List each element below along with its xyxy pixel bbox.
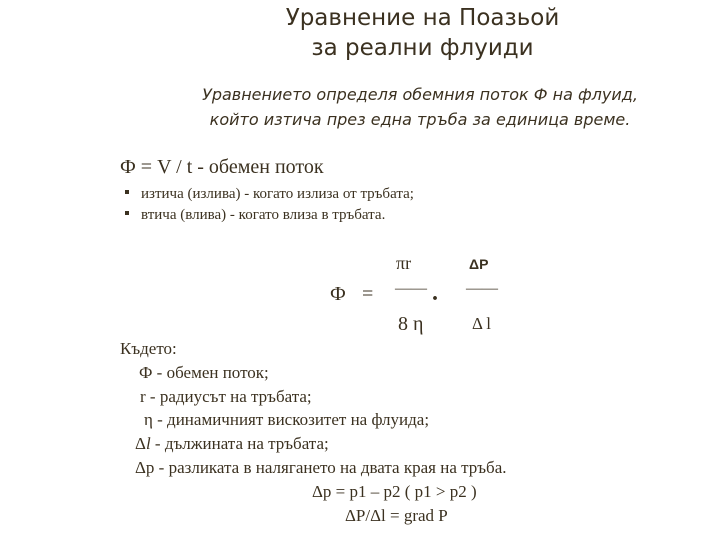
title-line-2: за реални флуиди (311, 35, 534, 61)
formula-denominator-delta-l (472, 314, 491, 334)
legend-radius: r - радиусът на тръбата; (140, 387, 312, 406)
bullet-text-2: втича (влива) - когато влиза в тръбата. (141, 207, 386, 223)
legend-length-text: - дължината на тръбата; (154, 434, 329, 453)
formula-equals: = (362, 283, 374, 305)
subtitle-line-2: който изтича през една тръба за единица време. (209, 110, 631, 129)
subtitle (130, 82, 710, 132)
subtitle-line-1: Уравнението определя обемния поток Ф на флуид, (202, 85, 638, 104)
legend-length (135, 434, 329, 454)
equation-pressure-gradient: ΔP/Δl = grad P (345, 506, 448, 525)
bullet-item-2 (125, 207, 385, 224)
formula-denominator-8-eta: 8 η (398, 313, 424, 335)
legend-phi: Ф - обемен поток; (139, 363, 269, 382)
legend-length-delta: Δ (135, 434, 146, 453)
formula-fraction-bar-2: —— (466, 280, 498, 297)
flow-definition: Ф = V / t - обемен поток (120, 156, 324, 178)
legend-length-l-symbol: l (145, 434, 151, 453)
formula-multiply-dot: . (432, 280, 438, 306)
page-title (0, 3, 720, 63)
title-line-1: Уравнение на Поазьой (285, 5, 560, 31)
where-label: Където: (120, 339, 177, 358)
legend-pressure-difference: Δp - разликата в налягането на двата края на тръба. (135, 458, 507, 477)
bullet-item-1 (125, 186, 414, 203)
bullet-square-icon (125, 190, 129, 194)
legend-viscosity: η - динамичният вискозитет на флуида; (144, 410, 430, 429)
bullet-text-1: изтича (излива) - когато излиза от тръбата; (141, 186, 414, 202)
formula-denominator-delta-l-text: Δ l (472, 314, 491, 333)
equation-pressure-difference: Δp = p1 – p2 ( p1 > p2 ) (312, 482, 477, 501)
formula-fraction-bar-1: —— (395, 280, 427, 297)
bullet-square-icon (125, 211, 129, 215)
formula-lhs-phi: Ф (330, 283, 346, 305)
formula-numerator-pi-r: πr (396, 253, 412, 273)
formula-numerator-delta-p: ΔP (469, 256, 489, 272)
